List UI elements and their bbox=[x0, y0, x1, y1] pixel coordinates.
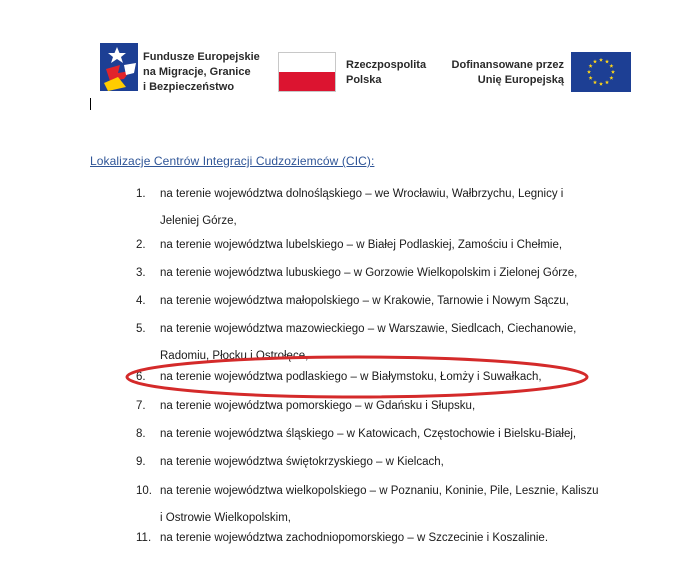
list-item-line: na terenie województwa małopolskiego – w Krakowie, Tarnowie i Nowym Sączu, bbox=[160, 295, 569, 307]
list-item-number: 3. bbox=[136, 267, 146, 279]
pl-line: Rzeczpospolita bbox=[346, 59, 427, 71]
list-item-text bbox=[160, 185, 640, 231]
ue-logo-text bbox=[448, 58, 564, 88]
eu-flag-icon bbox=[571, 52, 631, 92]
ue-line: Unię Europejską bbox=[477, 74, 564, 86]
list-item-text bbox=[160, 264, 640, 283]
list-item-text bbox=[160, 320, 640, 366]
list-item-text bbox=[160, 292, 640, 311]
list-item-text bbox=[160, 425, 640, 444]
list-item-line: na terenie województwa świętokrzyskiego – w Kielcach, bbox=[160, 456, 444, 468]
list-item-number: 6. bbox=[136, 371, 146, 383]
list-item-text bbox=[160, 453, 640, 472]
list-item-line: i Ostrowie Wielkopolskim, bbox=[160, 512, 291, 524]
list-item-text bbox=[160, 482, 640, 528]
list-item-text bbox=[160, 397, 640, 416]
list-item-line: na terenie województwa pomorskiego – w Gdańsku i Słupsku, bbox=[160, 400, 476, 412]
list-item-number: 2. bbox=[136, 239, 146, 251]
list-item-number: 10. bbox=[136, 485, 152, 497]
list-item-number: 5. bbox=[136, 323, 146, 335]
list-item-line: Jeleniej Górze, bbox=[160, 215, 237, 227]
list-item-number: 7. bbox=[136, 400, 146, 412]
pl-logo-text bbox=[346, 58, 426, 88]
document-heading: Lokalizacje Centrów Integracji Cudzoziemców (CIC): bbox=[90, 154, 375, 168]
fe-line: na Migracje, Granice bbox=[143, 66, 251, 78]
list-item-number: 4. bbox=[136, 295, 146, 307]
list-item-number: 1. bbox=[136, 188, 146, 200]
fe-line: Fundusze Europejskie bbox=[143, 51, 260, 63]
fe-logo-icon bbox=[100, 43, 138, 91]
polish-flag-icon bbox=[278, 52, 336, 92]
fe-logo-text bbox=[143, 50, 260, 95]
list-item-line: Radomiu, Płocku i Ostrołęce, bbox=[160, 350, 309, 362]
list-item-line: na terenie województwa mazowieckiego – w Warszawie, Siedlcach, Ciechanowie, bbox=[160, 323, 577, 335]
list-item-text bbox=[160, 529, 640, 548]
list-item-line: na terenie województwa zachodniopomorskiego – w Szczecinie i Koszalinie. bbox=[160, 532, 549, 544]
list-item-text bbox=[160, 368, 640, 387]
list-item-line: na terenie województwa lubelskiego – w Białej Podlaskiej, Zamościu i Chełmie, bbox=[160, 239, 563, 251]
pl-line: Polska bbox=[346, 74, 382, 86]
text-cursor bbox=[90, 98, 91, 110]
list-item-line: na terenie województwa wielkopolskiego – w Poznaniu, Koninie, Pile, Lesznie, Kaliszu bbox=[160, 485, 599, 497]
list-item-number: 11. bbox=[136, 532, 152, 544]
fe-line: i Bezpieczeństwo bbox=[143, 81, 235, 93]
list-item-line: na terenie województwa podlaskiego – w Białymstoku, Łomży i Suwałkach, bbox=[160, 371, 542, 383]
list-item-line: na terenie województwa dolnośląskiego – we Wrocławiu, Wałbrzychu, Legnicy i bbox=[160, 188, 564, 200]
list-item-line: na terenie województwa lubuskiego – w Gorzowie Wielkopolskim i Zielonej Górze, bbox=[160, 267, 578, 279]
list-item-line: na terenie województwa śląskiego – w Katowicach, Częstochowie i Bielsku-Białej, bbox=[160, 428, 577, 440]
list-item-number: 9. bbox=[136, 456, 146, 468]
list-item-text bbox=[160, 236, 640, 255]
list-item-number: 8. bbox=[136, 428, 146, 440]
ue-line: Dofinansowane przez bbox=[451, 59, 564, 71]
